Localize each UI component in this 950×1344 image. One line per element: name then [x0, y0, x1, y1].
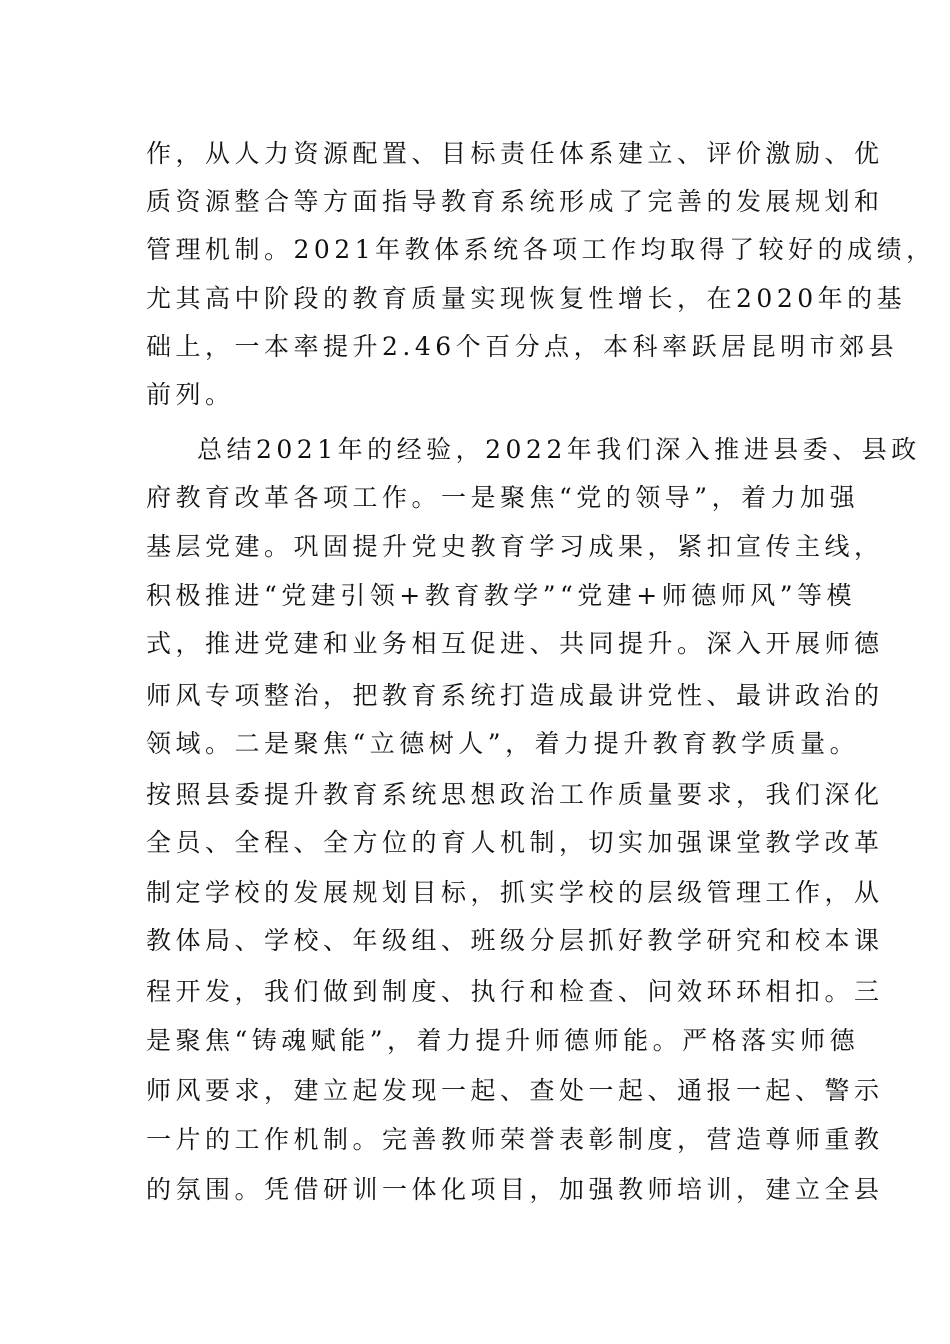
paragraph-line: 础上，一本率提升2.46个百分点，本科率跃居昆明市郊县: [146, 332, 899, 361]
paragraph-line: 管理机制。2021年教体系统各项工作均取得了较好的成绩，: [146, 235, 936, 264]
paragraph-line: 基层党建。巩固提升党史教育学习成果，紧扣宣传主线，: [146, 532, 884, 561]
paragraph-line: 程开发，我们做到制度、执行和检查、问效环环相扣。三: [146, 977, 884, 1006]
paragraph-line: 质资源整合等方面指导教育系统形成了完善的发展规划和: [146, 187, 884, 216]
paragraph-line: 式，推进党建和业务相互促进、共同提升。深入开展师德: [146, 629, 884, 658]
paragraph-line: 教体局、学校、年级组、班级分层抓好教学研究和校本课: [146, 926, 884, 955]
paragraph-line: 府教育改革各项工作。一是聚焦“党的领导”，着力加强: [146, 483, 860, 512]
paragraph-line: 师风专项整治，把教育系统打造成最讲党性、最讲政治的: [146, 681, 884, 710]
paragraph-line: 领域。二是聚焦“立德树人”，着力提升教育教学质量。: [146, 729, 860, 758]
paragraph-line: 尤其高中阶段的教育质量实现恢复性增长，在2020年的基: [146, 284, 907, 313]
paragraph-line: 积极推进“党建引领+教育教学”“党建+师德师风”等模: [146, 581, 857, 610]
paragraph-line: 作，从人力资源配置、目标责任体系建立、评价激励、优: [146, 139, 884, 168]
paragraph-line: 总结2021年的经验，2022年我们深入推进县委、县政: [197, 435, 921, 464]
paragraph-line: 是聚焦“铸魂赋能”，着力提升师德师能。严格落实师德: [146, 1026, 860, 1055]
paragraph-line: 按照县委提升教育系统思想政治工作质量要求，我们深化: [146, 780, 884, 809]
paragraph-line: 的氛围。凭借研训一体化项目，加强教师培训，建立全县: [146, 1175, 884, 1204]
paragraph-line: 师风要求，建立起发现一起、查处一起、通报一起、警示: [146, 1076, 884, 1105]
paragraph-line: 一片的工作机制。完善教师荣誉表彰制度，营造尊师重教: [146, 1125, 884, 1154]
paragraph-line: 全员、全程、全方位的育人机制，切实加强课堂教学改革: [146, 828, 884, 857]
paragraph-line: 制定学校的发展规划目标，抓实学校的层级管理工作，从: [146, 878, 884, 907]
paragraph-line: 前列。: [146, 380, 235, 409]
